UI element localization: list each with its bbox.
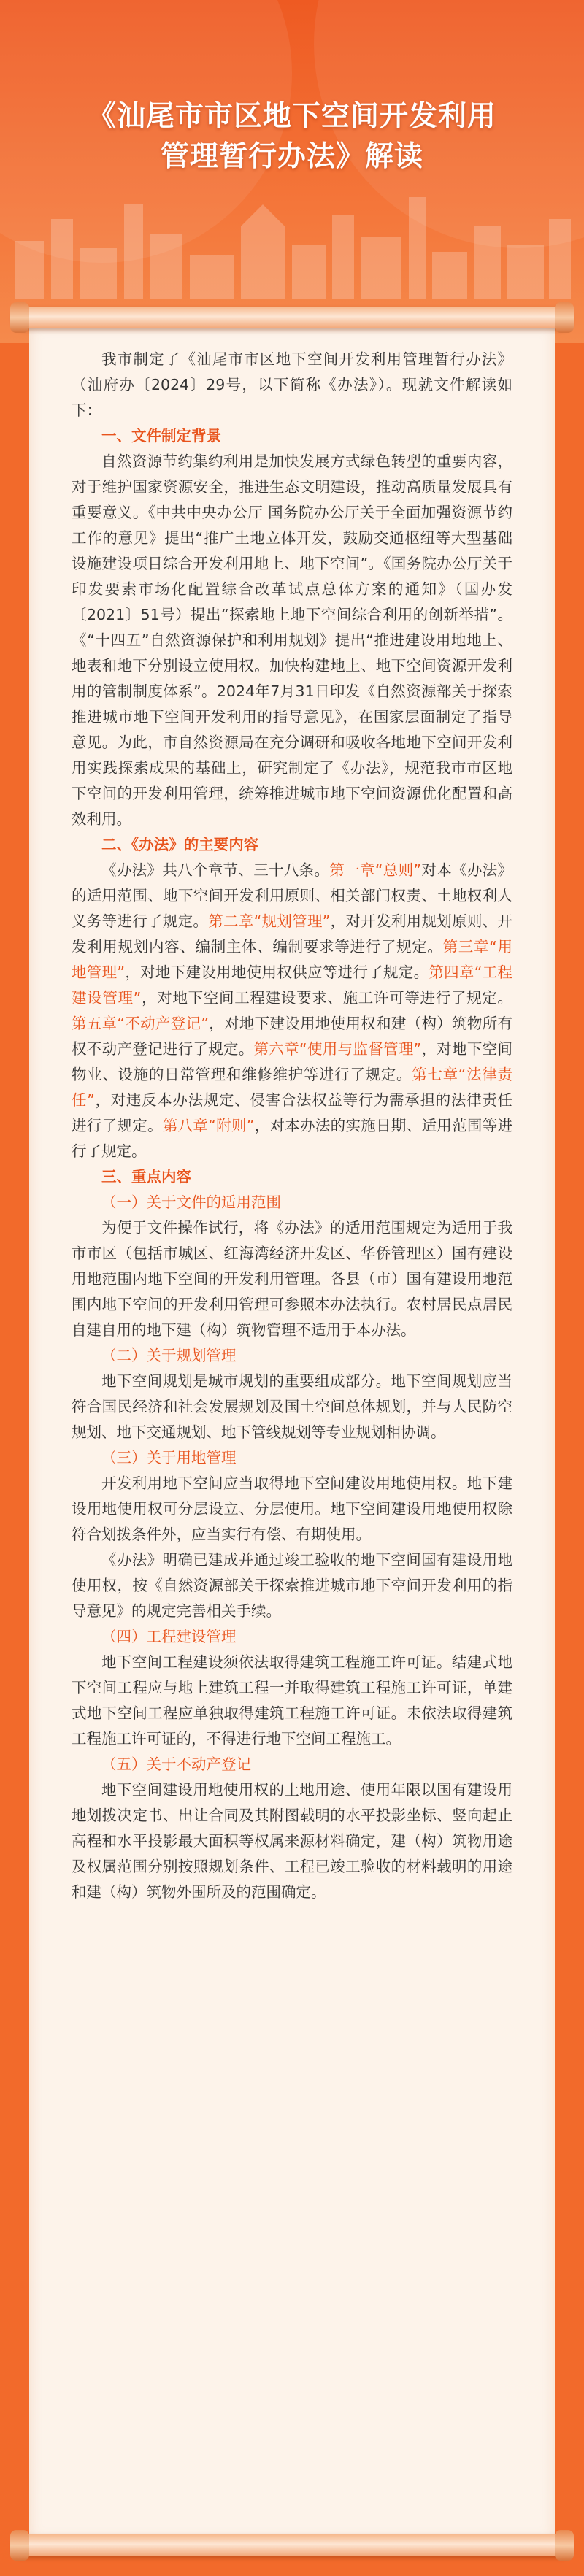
text: 《办法》共八个章节、三十八条。 <box>101 861 330 879</box>
intro-paragraph: 我市制定了《汕尾市市区地下空间开发利用管理暂行办法》（汕府办〔2024〕29号，以下简称《办法》）。现就文件解读如下： <box>72 350 512 419</box>
chapter-3-label: 第三章“用地管理” <box>72 938 512 981</box>
city-skyline-icon <box>0 175 584 299</box>
article-content <box>72 347 512 1905</box>
text: 对本《办法》的适用范围、地下空间开发利用原则、相关部门权责、土地权利人义务等进行了规定。 <box>72 861 513 930</box>
chapter-1-label: 第一章“总则” <box>329 861 422 879</box>
section-heading-key-points: 三、重点内容 <box>101 1168 191 1185</box>
scroll-cap-icon <box>10 2530 29 2561</box>
text: ，对地下空间工程建设要求、施工许可等进行了规定。 <box>141 989 512 1007</box>
chapter-4-label: 第四章“工程建设管理” <box>72 964 513 1007</box>
page-title-line2: 管理暂行办法》解读 <box>160 140 423 173</box>
subheading-land-use: （三）关于用地管理 <box>101 1449 237 1466</box>
text: ，对地下建设用地使用权和建（构）筑物所有权不动产登记进行了规定。 <box>72 1015 513 1058</box>
scroll-cap-icon <box>10 302 29 333</box>
subheading-registration: （五）关于不动产登记 <box>101 1756 251 1773</box>
text: ，对开发利用规划原则、开发利用规划内容、编制主体、编制要求等进行了规定。 <box>72 912 512 956</box>
text: ，对地下空间物业、设施的日常管理和维修维护等进行了规定。 <box>72 1040 512 1083</box>
chapter-6-label: 第六章“使用与监督管理” <box>253 1040 422 1058</box>
chapter-2-label: 第二章“规划管理” <box>208 912 331 930</box>
scope-paragraph: 为便于文件操作试行，将《办法》的适用范围规定为适用于我市市区（包括市城区、红海湾经济开发区、华侨管理区）国有建设用地范围内地下空间的开发利用管理。各县（市）国有建设用地范围内地下空间的开发利用管理可参照本办法执行。农村居民点居民自建自用的地下建（构）筑物管理不适用于本办法。 <box>72 1219 512 1339</box>
text: ，对地下建设用地使用权供应等进行了规定。 <box>125 964 429 981</box>
scroll-paper <box>29 325 555 2540</box>
subheading-construction: （四）工程建设管理 <box>101 1628 237 1645</box>
page-title-line1: 《汕尾市市区地下空间开发利用 <box>87 100 496 133</box>
chapter-8-label: 第八章“附则” <box>162 1117 255 1134</box>
text: ，对本办法的实施日期、适用范围等进行了规定。 <box>72 1117 513 1160</box>
chapter-7-label: 第七章“法律责任” <box>72 1066 513 1109</box>
scroll-rod-top <box>13 307 571 328</box>
background-paragraph: 自然资源节约集约利用是加快发展方式绿色转型的重要内容，对于维护国家资源安全，推进生态文明建设，推动高质量发展具有重要意义。《中共中央办公厅 国务院办公厅关于全面加强资源节约工作的意见》提出“推广土地立体开发，鼓励交通枢纽等大型基础设施建设项目综合开发利用地上、地下空间”。《国务院办公厅关于印发要素市场化配置综合改革试点总体方案的通知》（国办发〔2021〕51号）提出“探索地上地下空间综合利用的创新举措”。《“十四五”自然资源保护和利用规划》提出“推进建设用地地上、地表和地下分别设立使用权。加快构建地上、地下空间资源开发利用的管制制度体系”。2024年7月31日印发《自然资源部关于探索推进城市地下空间开发利用的指导意见》，在国家层面制定了指导意见。为此，市自然资源局在充分调研和吸收各地地下空间开发利用实践探索成果的基础上，研究制定了《办法》，规范我市市区地下空间的开发利用管理，统筹推进城市地下空间资源优化配置和高效利用。 <box>72 453 512 828</box>
scroll-cap-icon <box>555 2530 574 2561</box>
section-heading-main-content: 二、《办法》的主要内容 <box>101 836 259 853</box>
construction-paragraph: 地下空间工程建设须依法取得建筑工程施工许可证。结建式地下空间工程应与地上建筑工程一并取得建筑工程施工许可证，单建式地下空间工程应单独取得建筑工程施工许可证。未依法取得建筑工程施工许可证的，不得进行地下空间工程施工。 <box>72 1653 512 1748</box>
subheading-scope: （一）关于文件的适用范围 <box>101 1193 281 1211</box>
land-use-paragraph-2: 《办法》明确已建成并通过竣工验收的地下空间国有建设用地使用权，按《自然资源部关于探索推进城市地下空间开发利用的指导意见》的规定完善相关手续。 <box>72 1551 512 1620</box>
text: ，对违反本办法规定、侵害合法权益等行为需承担的法律责任进行了规定。 <box>72 1091 512 1134</box>
land-use-paragraph-1: 开发利用地下空间应当取得地下空间建设用地使用权。地下建设用地使用权可分层设立、分层使用。地下空间建设用地使用权除符合划拨条件外，应当实行有偿、有期使用。 <box>72 1475 512 1543</box>
scroll-cap-icon <box>555 302 574 333</box>
scroll-rod-bottom <box>13 2534 571 2556</box>
header-banner <box>0 0 584 343</box>
planning-paragraph: 地下空间规划是城市规划的重要组成部分。地下空间规划应当符合国民经济和社会发展规划及国土空间总体规划，并与人民防空规划、地下交通规划、地下管线规划等专业规划相协调。 <box>72 1372 512 1441</box>
chapter-5-label: 第五章“不动产登记” <box>72 1015 209 1032</box>
main-content-paragraph <box>72 858 512 1164</box>
subheading-planning: （二）关于规划管理 <box>101 1347 237 1364</box>
section-heading-background: 一、文件制定背景 <box>101 427 221 445</box>
registration-paragraph: 地下空间建设用地使用权的土地用途、使用年限以国有建设用地划拨决定书、出让合同及其附图载明的水平投影坐标、竖向起止高程和水平投影最大面积等权属来源材料确定，建（构）筑物用途及权属范围分别按照规划条件、工程已竣工验收的材料载明的用途和建（构）筑物外围所及的范围确定。 <box>72 1781 512 1901</box>
